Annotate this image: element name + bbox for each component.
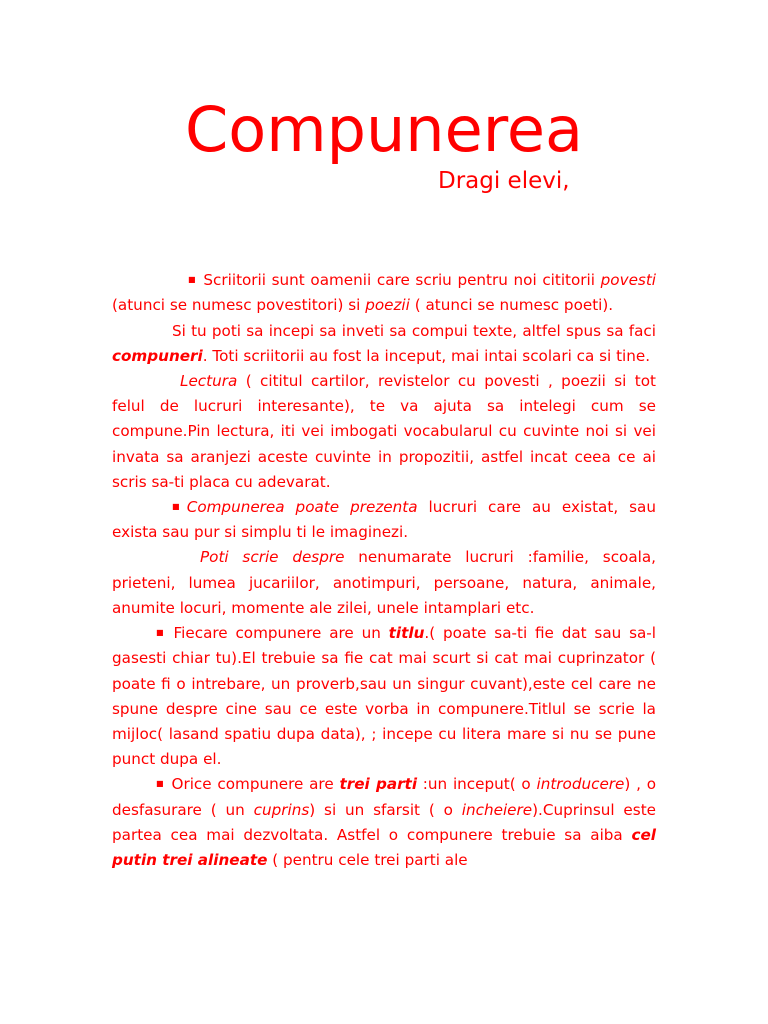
- p6-text-c: .( poate sa-ti fie dat sau sa-l gasesti chiar tu).El trebuie sa fie cat mai scurt si cat mai cuprinzator ( poate fi o intrebare, un proverb,sau un singur cuvant),este cel care ne spune despre cine sau ce este vorba in compunere.Titlul se scrie la mijloc( lasand spatiu dupa data), ; incepe cu litera mare si nu se pune punct dupa el.: [112, 624, 656, 769]
- p7-alineate: cel putin trei alineate: [112, 825, 656, 870]
- p2-text-c: . Toti scriitorii au fost la inceput, mai intai scolari ca si tine.: [202, 346, 651, 365]
- p5-text-b: nenumarate lucruri :familie, scoala, prieteni, lumea jucariilor, anotimpuri, persoane, natura, animale, anumite locuri, momente ale zilei, unele intamplari etc.: [112, 548, 657, 617]
- paragraph-1: [112, 268, 656, 319]
- p7-text-g: ) si un sfarsit ( o: [309, 800, 462, 819]
- p7-text-a: Orice compunere are: [171, 775, 340, 794]
- p7-text-k: ( pentru cele trei parti ale: [267, 851, 468, 870]
- p7-text-e: ) , o desfasurare ( un: [112, 775, 656, 819]
- document-body: [112, 268, 656, 873]
- p7-text-c: :un inceput( o: [417, 775, 537, 794]
- p7-cuprins: cuprins: [253, 800, 310, 819]
- paragraph-4: [112, 495, 656, 546]
- p4-compunerea: Compunerea poate prezenta: [186, 498, 418, 517]
- p1-text-e: ( atunci se numesc poeti).: [409, 296, 614, 315]
- p1-text-a: Scriitorii sunt oamenii care scriu pentru noi cititorii: [203, 271, 601, 290]
- paragraph-2: [112, 319, 656, 369]
- bullet-icon: ■: [188, 275, 197, 284]
- paragraph-3: [112, 369, 656, 495]
- paragraph-5: [112, 545, 656, 621]
- p4-text-b: lucruri care au existat, sau exista sau pur si simplu ti le imaginezi.: [112, 498, 656, 542]
- p5-poti-scrie: Poti scrie despre: [200, 548, 345, 567]
- paragraph-6: [112, 621, 656, 772]
- bullet-icon: ■: [172, 501, 186, 511]
- p1-poezii: poezii: [365, 296, 410, 315]
- paragraph-7: [112, 772, 656, 873]
- p1-text-c: (atunci se numesc povestitori) si: [112, 296, 366, 315]
- p1-povesti: povesti: [600, 271, 657, 290]
- p6-titlu: titlu: [388, 624, 425, 643]
- bullet-icon: ■: [156, 628, 167, 638]
- p7-text-i: ).Cuprinsul este partea cea mai dezvoltata. Astfel o compunere trebuie sa aiba: [112, 800, 656, 844]
- p3-text-b: ( cititul cartilor, revistelor cu povesti , poezii si tot felul de lucruri interesante), te va ajuta sa intelegi cum se compune.Pin lectura, iti vei imbogati vocabularul cu cuvinte noi si vei invata sa aranjezi aceste cuvinte in propozitii, astfel incat ceea ce ai scris sa-ti placa cu adevarat.: [112, 371, 656, 491]
- greeting: Dragi elevi,: [438, 168, 570, 194]
- bullet-icon: ■: [156, 779, 165, 789]
- p7-introducere: introducere: [536, 775, 625, 794]
- p2-text-a: Si tu poti sa incepi sa inveti sa compui texte, altfel spus sa faci: [172, 321, 656, 340]
- p3-lectura: Lectura: [180, 371, 238, 390]
- p7-incheiere: incheiere: [461, 800, 533, 819]
- p7-trei-parti: trei parti: [339, 775, 418, 794]
- p2-compuneri: compuneri: [112, 346, 203, 365]
- p6-text-a: Fiecare compunere are un: [173, 624, 389, 643]
- page-title: Compunerea: [185, 93, 583, 166]
